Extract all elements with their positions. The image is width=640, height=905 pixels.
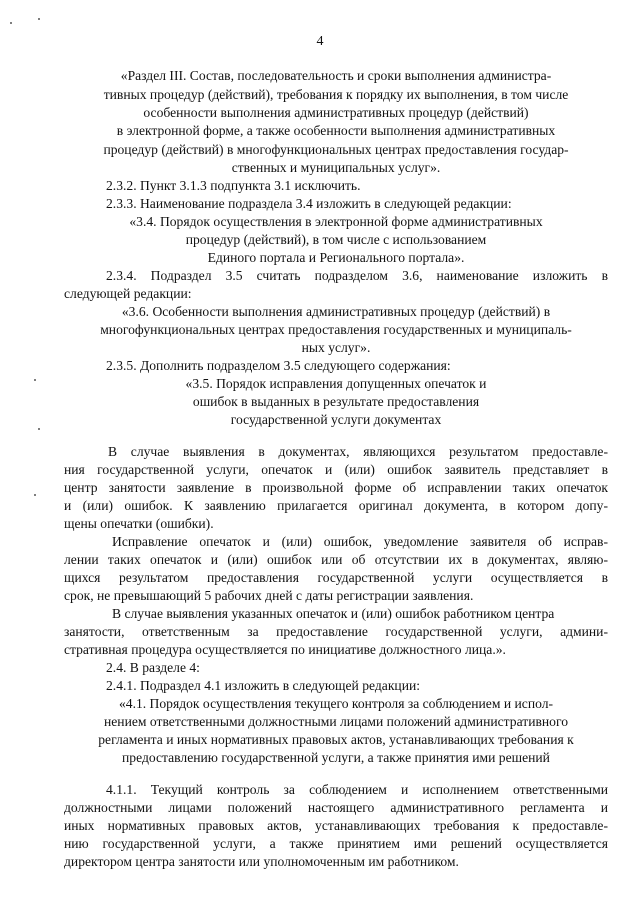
text-line: стративная процедура осуществляется по инициативе должностного лица.». <box>64 642 506 657</box>
scan-speck <box>38 428 40 430</box>
text-line: 2.3.3. Наименование подраздела 3.4 изложить в следующей редакции: <box>106 196 512 211</box>
page-number: 4 <box>316 34 324 49</box>
text-line: предоставлению государственной услуги, а также принятия ими решений <box>122 750 550 765</box>
text-line: щены опечатки (ошибки). <box>64 516 214 531</box>
text-line: нию государственной услуги, а также принятием ими решений осуществляется <box>64 836 608 851</box>
text-line: 4.1.1. Текущий контроль за соблюдением и исполнением ответственными <box>106 782 608 797</box>
text-line: «3.4. Порядок осуществления в электронной форме административных <box>129 214 543 229</box>
text-line: В случае выявления в документах, являющихся результатом предоставле- <box>108 444 608 459</box>
text-line: тивных процедур (действий), требования к порядку их выполнения, в том числе <box>103 87 569 102</box>
text-line: лении таких опечаток и (или) ошибок или об отсутствии их в документах, являю- <box>64 552 608 567</box>
scan-speck <box>38 18 40 20</box>
text-line: «Раздел III. Состав, последовательность и сроки выполнения администра- <box>120 68 552 83</box>
text-line: и (или) ошибок. К заявлению прилагается оригинал документа, в котором допу- <box>64 498 608 513</box>
text-line: ных услуг». <box>301 340 371 355</box>
text-line: особенности выполнения административных процедур (действий) <box>143 105 529 120</box>
text-line: 2.4. В разделе 4: <box>106 660 200 675</box>
text-line: должностными лицами положений настоящего административного регламента и <box>64 800 608 815</box>
text-line: «3.5. Порядок исправления допущенных опечаток и <box>185 376 487 391</box>
text-line: 2.3.5. Дополнить подразделом 3.5 следующего содержания: <box>106 358 451 373</box>
text-line: следующей редакции: <box>64 286 192 301</box>
text-line: ния государственной услуги, опечаток и (или) ошибок заявитель представляет в <box>64 462 608 477</box>
text-line: «3.6. Особенности выполнения административных процедур (действий) в <box>121 304 551 319</box>
text-line: многофункциональных центрах предоставления государственных и муниципаль- <box>100 322 572 337</box>
text-line: 2.3.4. Подраздел 3.5 считать подразделом 3.6, наименование изложить в <box>106 268 608 283</box>
text-line: занятости, ответственным за предоставление государственной услуги, админи- <box>64 624 608 639</box>
text-line: центр занятости заявление в произвольной форме об исправлении таких опечаток <box>64 480 608 495</box>
text-line: в электронной форме, а также особенности выполнения административных <box>116 123 556 138</box>
text-line: В случае выявления указанных опечаток и (или) ошибок работником центра <box>112 606 555 621</box>
text-line: директором центра занятости или уполномоченным им работником. <box>64 854 459 869</box>
scan-speck <box>34 494 36 496</box>
text-line: щихся результатом предоставления государственной услуги осуществляется в <box>64 570 608 585</box>
text-line: регламента и иных нормативных правовых актов, устанавливающих требования к <box>98 732 574 747</box>
text-line: иных нормативных правовых актов, устанавливающих требования к предоставле- <box>64 818 608 833</box>
text-line: Исправление опечаток и (или) ошибок, уведомление заявителя об исправ- <box>112 534 608 549</box>
text-line: процедур (действий), в том числе с использованием <box>185 232 487 247</box>
text-line: 2.3.2. Пункт 3.1.3 подпункта 3.1 исключить. <box>106 178 361 193</box>
text-line: 2.4.1. Подраздел 4.1 изложить в следующей редакции: <box>106 678 421 693</box>
scan-speck <box>34 379 36 381</box>
text-line: процедур (действий) в многофункциональных центрах предоставления государ- <box>103 142 569 157</box>
scan-speck <box>10 22 12 24</box>
text-line: Единого портала и Регионального портала». <box>207 250 465 265</box>
text-line: ошибок в выданных в результате предоставления <box>192 394 480 409</box>
text-line: нением ответственными должностными лицами положений административного <box>104 714 568 729</box>
text-line: срок, не превышающий 5 рабочих дней с даты регистрации заявления. <box>64 588 474 603</box>
text-line: государственной услуги документах <box>230 412 442 427</box>
text-line: «4.1. Порядок осуществления текущего контроля за соблюдением и испол- <box>118 696 554 711</box>
text-line: ственных и муниципальных услуг». <box>231 160 441 175</box>
